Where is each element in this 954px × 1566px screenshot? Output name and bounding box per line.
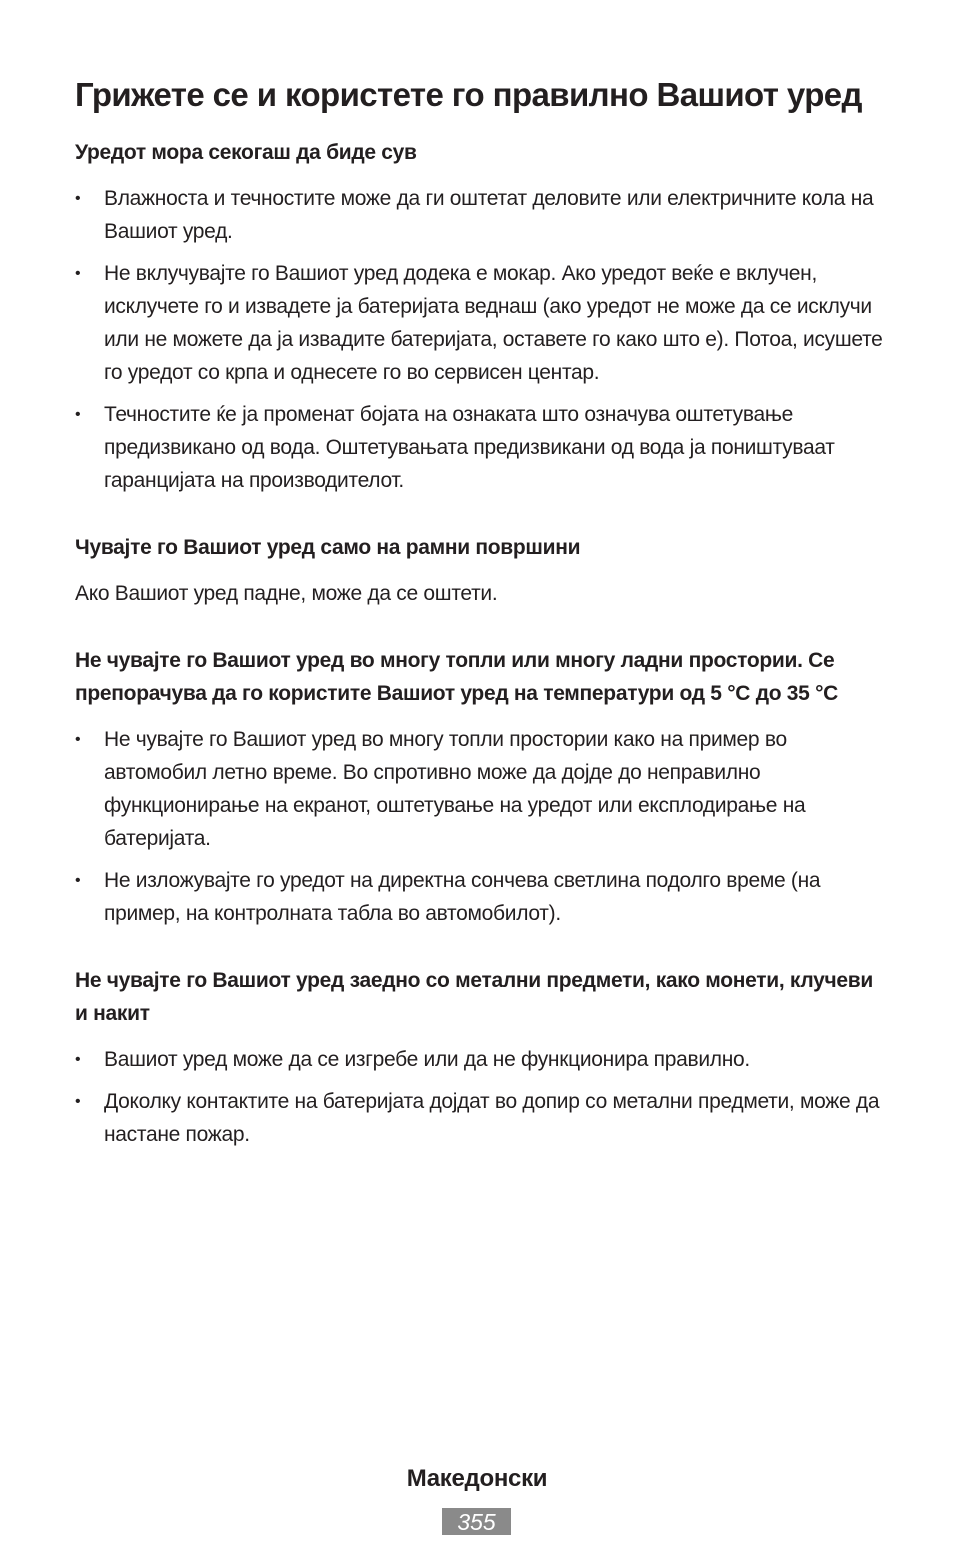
section-paragraph: Ако Вашиот уред падне, може да се оштети. <box>75 582 498 605</box>
list-item-text: Не изложувајте го уредот на директна сончева светлина подолго време (на пример, на контролната табла во автомобилот). <box>104 869 821 925</box>
list-item-text: Доколку контактите на батеријата дојдат во допир со метални предмети, може да настане пожар. <box>104 1090 880 1146</box>
list-item <box>75 398 885 497</box>
section-heading: Не чувајте го Вашиот уред во многу топли или многу ладни простории. Се препорачува да го користите Вашиот уред на температури од 5 °C до 35 °C <box>75 649 839 705</box>
list-item-text: Влажноста и течностите може да ги оштетат деловите или електричните кола на Вашиот уред. <box>104 187 874 243</box>
bullet-icon: • <box>75 406 81 423</box>
footer-language: Македонски <box>406 1465 548 1492</box>
section-metal-objects <box>75 964 885 1151</box>
list-item <box>75 182 885 248</box>
section-flat-surfaces <box>75 531 885 610</box>
section-heading: Не чувајте го Вашиот уред заедно со метални предмети, како монети, клучеви и накит <box>75 969 874 1025</box>
list-item-text: Не вклучувајте го Вашиот уред додека е мокар. Ако уредот веќе е вклучен, исклучете го и извадете ја батеријата веднаш (ако уредот не може да се исклучи или не можете да ја извадите батеријата, оставете го како што е). Потоа, исушете го уредот со крпа и однесете го во сервисен центар. <box>104 262 883 384</box>
page-number-badge: 355 <box>442 1508 511 1535</box>
bullet-icon: • <box>75 872 81 889</box>
section-temperature <box>75 644 885 930</box>
list-item <box>75 1085 885 1151</box>
list-item-text: Течностите ќе ја променат бојата на ознаката што означува оштетување предизвикано од вода. Оштетувањата предизвикани од вода ја поништуваат гаранцијата на производителот. <box>104 403 835 492</box>
bullet-list <box>75 182 885 497</box>
bullet-icon: • <box>75 731 81 748</box>
bullet-icon: • <box>75 1093 81 1110</box>
bullet-icon: • <box>75 1051 81 1068</box>
list-item-text: Вашиот уред може да се изгребе или да не функционира правилно. <box>104 1048 750 1071</box>
list-item <box>75 1043 885 1076</box>
list-item <box>75 864 885 930</box>
bullet-icon: • <box>75 190 81 207</box>
bullet-list <box>75 723 885 930</box>
section-heading: Уредот мора секогаш да биде сув <box>75 141 417 164</box>
section-keep-dry <box>75 136 885 497</box>
page-title: Грижете се и користете го правилно Вашиот уред <box>75 76 862 113</box>
bullet-icon: • <box>75 265 81 282</box>
bullet-list <box>75 1043 885 1151</box>
list-item <box>75 257 885 389</box>
list-item-text: Не чувајте го Вашиот уред во многу топли простории како на пример во автомобил летно време. Во спротивно може да дојде до неправилно функционирање на екранот, оштетување на уредот или експлодирање на батеријата. <box>104 728 806 850</box>
list-item <box>75 723 885 855</box>
document-page <box>75 72 885 1185</box>
section-heading: Чувајте го Вашиот уред само на рамни површини <box>75 536 581 559</box>
